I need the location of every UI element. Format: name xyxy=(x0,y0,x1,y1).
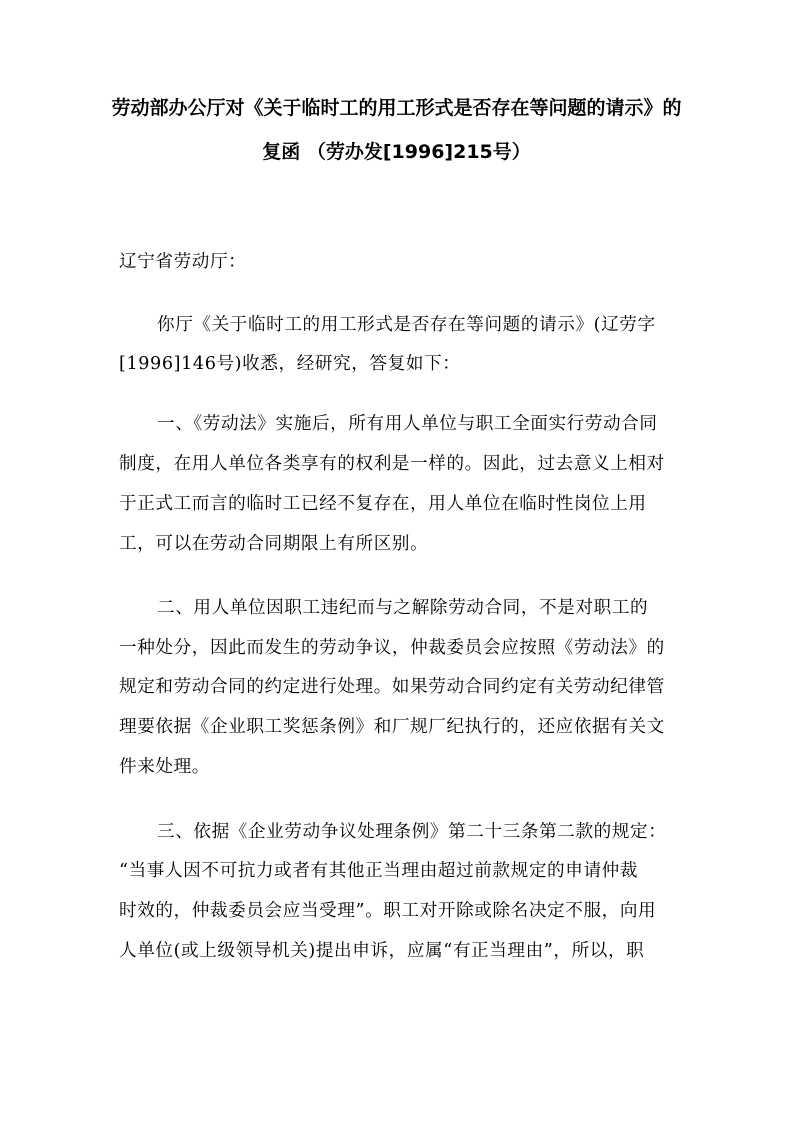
document-title-line-2: 复函 （劳办发[1996]215号） xyxy=(262,141,531,163)
document-title-line-1: 劳动部办公厅对《关于临时工的用工形式是否存在等问题的请示》的 xyxy=(111,97,682,119)
paragraph-2-line-3: 于正式工而言的临时工已经不复存在，用人单位在临时性岗位上用 xyxy=(119,494,647,514)
paragraph-4-line-2: “当事人因不可抗力或者有其他正当理由超过前款规定的申请仲裁 xyxy=(119,861,639,881)
paragraph-3-line-2: 一种处分，因此而发生的劳动争议，仲裁委员会应按照《劳动法》的 xyxy=(119,638,665,658)
paragraph-4-line-3: 时效的，仲裁委员会应当受理”。职工对开除或除名决定不服，向用 xyxy=(119,901,657,921)
paragraph-4-line-1: 三、依据《企业劳动争议处理条例》第二十三条第二款的规定： xyxy=(157,822,667,842)
paragraph-4-line-4: 人单位(或上级领导机关)提出申诉，应属“有正当理由”，所以，职 xyxy=(119,941,645,961)
paragraph-2-line-2: 制度，在用人单位各类享有的权利是一样的。因此，过去意义上相对 xyxy=(119,454,665,474)
paragraph-1-line-2: [1996]146号)收悉，经研究，答复如下： xyxy=(119,354,461,374)
paragraph-2-line-4: 工，可以在劳动合同期限上有所区别。 xyxy=(119,534,429,554)
paragraph-2-line-1: 一、《劳动法》实施后，所有用人单位与职工全面实行劳动合同 xyxy=(157,414,658,434)
paragraph-3-line-5: 件来处理。 xyxy=(119,757,210,777)
addressee: 辽宁省劳动厅： xyxy=(119,252,247,272)
paragraph-3-line-4: 理要依据《企业职工奖惩条例》和厂规厂纪执行的，还应依据有关文 xyxy=(119,717,665,737)
paragraph-1-line-1: 你厅《关于临时工的用工形式是否存在等问题的请示》(辽劳字 xyxy=(157,315,656,335)
paragraph-3-line-3: 规定和劳动合同的约定进行处理。如果劳动合同约定有关劳动纪律管 xyxy=(119,677,665,697)
paragraph-3-line-1: 二、用人单位因职工违纪而与之解除劳动合同，不是对职工的 xyxy=(157,598,649,618)
